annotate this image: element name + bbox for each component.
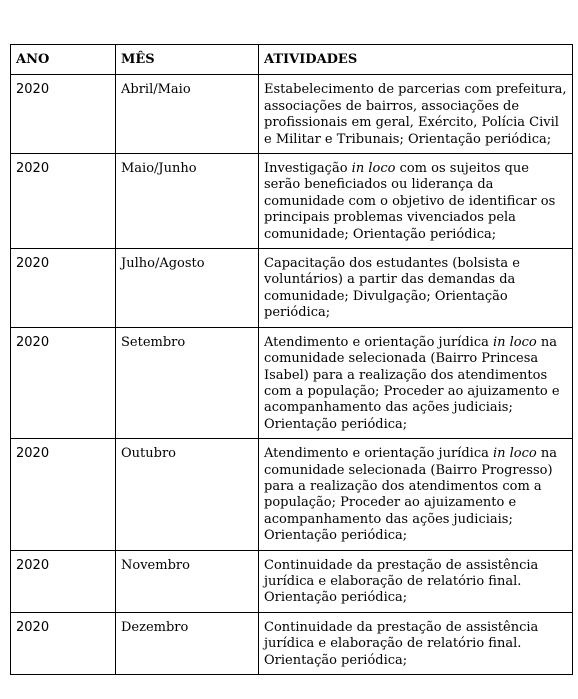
table-row [11,327,573,438]
text-segment: Atendimento e orientação jurídica [264,446,493,462]
cell-atividades [259,327,573,438]
cell-atividades [259,550,573,612]
text-segment: Continuidade da prestação de assistência jurídica e elaboração de relatório final. Orientação periódica; [264,619,539,668]
cell-atividades [259,249,573,328]
text-segment: na comunidade selecionada (Bairro Progresso) para a realização dos atendimentos com a população; Proceder ao ajuizamento e acompanhamento das ações judiciais; Orientação periódica; [264,446,558,544]
text-segment: Capacitação dos estudantes (bolsista e voluntários) a partir das demandas da comunidade; Divulgação; Orientação periódica; [264,256,520,321]
cell-mes: Outubro [116,439,259,550]
text-segment: na comunidade selecionada (Bairro Princesa Isabel) para a realização dos atendimentos com a população; Proceder ao ajuizamento e acompanhamento das ações judiciais; Orientação periódica; [264,334,560,432]
header-atividades: ATIVIDADES [259,45,573,75]
cell-mes: Novembro [116,550,259,612]
cell-atividades [259,439,573,550]
cell-ano: 2020 [11,327,116,438]
table-row [11,612,573,674]
italic-text-segment: in loco [351,161,396,177]
cell-mes: Abril/Maio [116,75,259,154]
cell-mes: Dezembro [116,612,259,674]
cell-ano: 2020 [11,154,116,249]
table-header [11,45,573,75]
italic-text-segment: in loco [492,446,537,462]
header-ano: ANO [11,45,116,75]
table-row [11,439,573,550]
cell-mes: Setembro [116,327,259,438]
cell-ano: 2020 [11,612,116,674]
text-segment: Estabelecimento de parcerias com prefeitura, associações de bairros, associações de profissionais em geral, Exército, Polícia Civil e Militar e Tribunais; Orientação periódica; [264,82,567,147]
header-mes: MÊS [116,45,259,75]
cell-mes: Maio/Junho [116,154,259,249]
cell-atividades [259,75,573,154]
activities-schedule-table [10,44,573,675]
cell-ano: 2020 [11,249,116,328]
table-row [11,249,573,328]
cell-atividades [259,154,573,249]
cell-ano: 2020 [11,550,116,612]
table-body [11,75,573,675]
table-row [11,154,573,249]
table-row [11,550,573,612]
cell-atividades [259,612,573,674]
text-segment: com os sujeitos que serão beneficiados ou liderança da comunidade com o objetivo de identificar os principais problemas vivenciados pela comunidade; Orientação periódica; [264,161,556,242]
table-row [11,75,573,154]
text-segment: Atendimento e orientação jurídica [264,334,493,350]
cell-mes: Julho/Agosto [116,249,259,328]
header-row [11,45,573,75]
cell-ano: 2020 [11,75,116,154]
cell-ano: 2020 [11,439,116,550]
italic-text-segment: in loco [492,334,537,350]
text-segment: Investigação [264,161,352,177]
text-segment: Continuidade da prestação de assistência jurídica e elaboração de relatório final. Orientação periódica; [264,557,539,606]
